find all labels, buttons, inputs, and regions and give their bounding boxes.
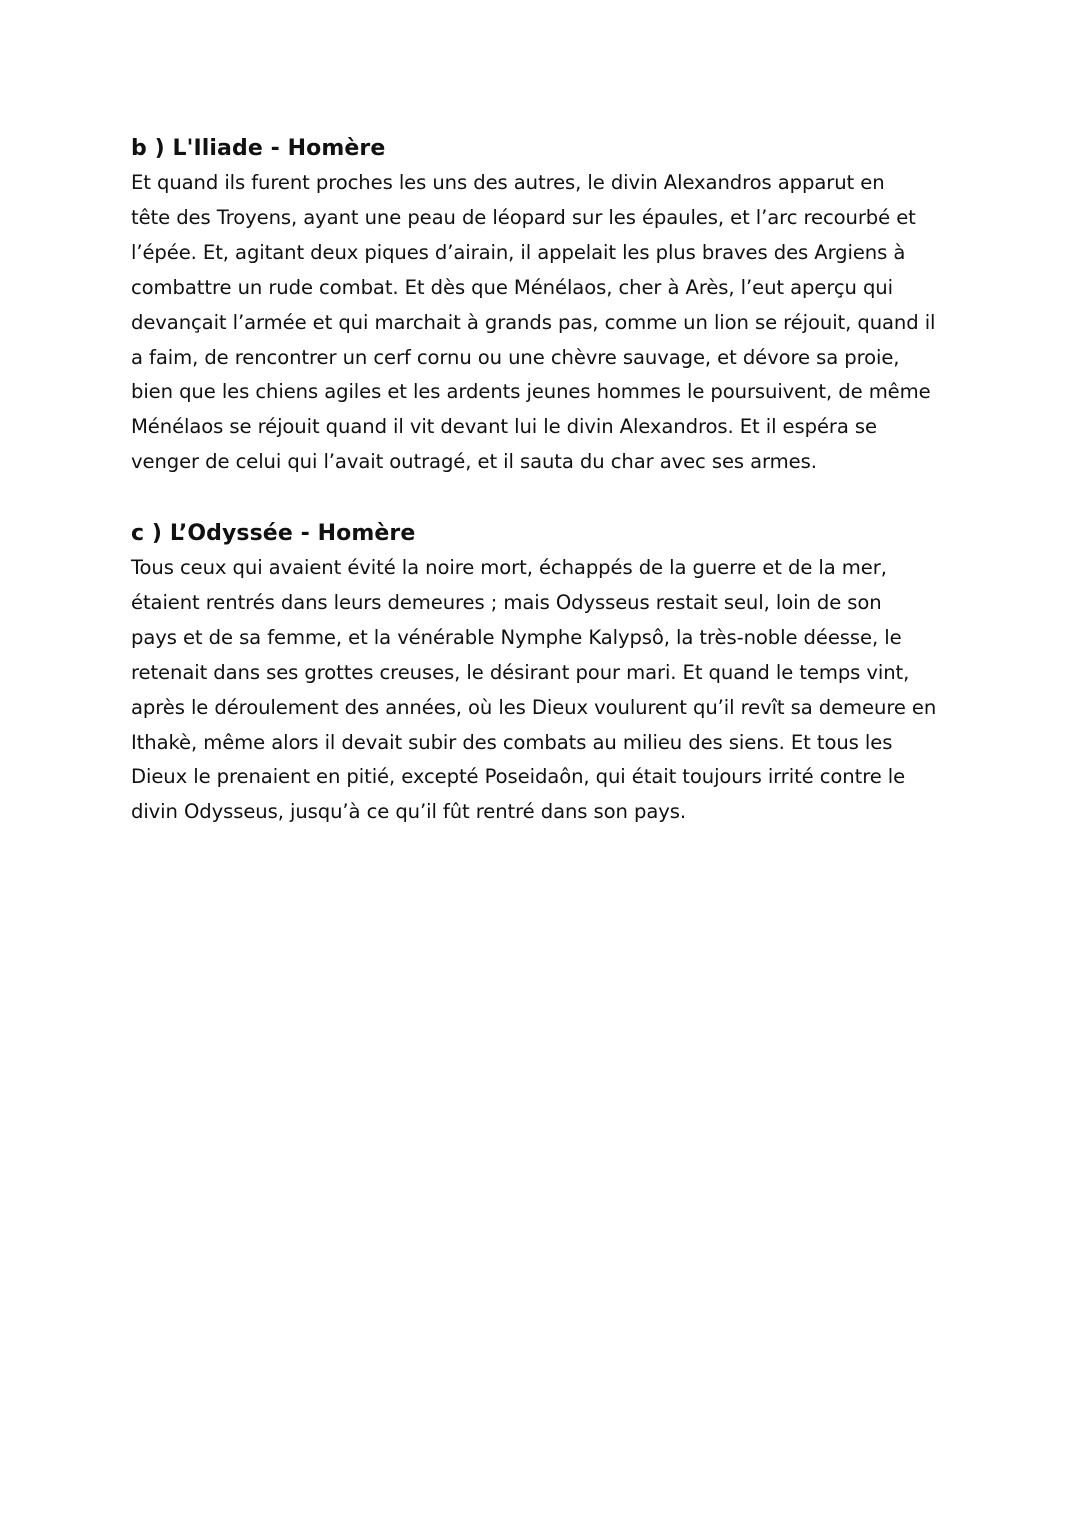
text-line: étaient rentrés dans leurs demeures ; mais Odysseus restait seul, loin de son xyxy=(131,590,882,614)
section-heading: c ) L’Odyssée - Homère xyxy=(131,521,416,546)
text-line: divin Odysseus, jusqu’à ce qu’il fût rentré dans son pays. xyxy=(131,800,686,824)
text-line: venger de celui qui l’avait outragé, et il sauta du char avec ses armes. xyxy=(131,450,817,474)
section-body xyxy=(131,551,961,830)
text-line: tête des Troyens, ayant une peau de léopard sur les épaules, et l’arc recourbé et xyxy=(131,205,916,229)
text-line: Ménélaos se réjouit quand il vit devant lui le divin Alexandros. Et il espéra se xyxy=(131,415,877,439)
text-line: Ithakè, même alors il devait subir des combats au milieu des siens. Et tous les xyxy=(131,730,893,754)
section-body xyxy=(131,166,961,480)
text-line: l’épée. Et, agitant deux piques d’airain, il appelait les plus braves des Argiens à xyxy=(131,240,906,264)
text-line: devançait l’armée et qui marchait à grands pas, comme un lion se réjouit, quand il xyxy=(131,310,936,334)
text-line: Et quand ils furent proches les uns des autres, le divin Alexandros apparut en xyxy=(131,171,885,194)
section-heading: b ) L'Iliade - Homère xyxy=(131,136,386,161)
text-line: combattre un rude combat. Et dès que Ménélaos, cher à Arès, l’eut aperçu qui xyxy=(131,275,893,299)
text-line: pays et de sa femme, et la vénérable Nymphe Kalypsô, la très-noble déesse, le xyxy=(131,625,902,649)
text-line: après le déroulement des années, où les Dieux voulurent qu’il revît sa demeure en xyxy=(131,695,937,719)
text-line: retenait dans ses grottes creuses, le désirant pour mari. Et quand le temps vint, xyxy=(131,660,910,684)
text-line: bien que les chiens agiles et les ardents jeunes hommes le poursuivent, de même xyxy=(131,380,931,404)
section-odyssee xyxy=(131,516,961,830)
text-line: Dieux le prenaient en pitié, excepté Poseidaôn, qui était toujours irrité contre le xyxy=(131,765,906,789)
text-line: Tous ceux qui avaient évité la noire mort, échappés de la guerre et de la mer, xyxy=(131,556,887,579)
text-line: a faim, de rencontrer un cerf cornu ou une chèvre sauvage, et dévore sa proie, xyxy=(131,345,900,369)
section-iliade xyxy=(131,131,961,480)
